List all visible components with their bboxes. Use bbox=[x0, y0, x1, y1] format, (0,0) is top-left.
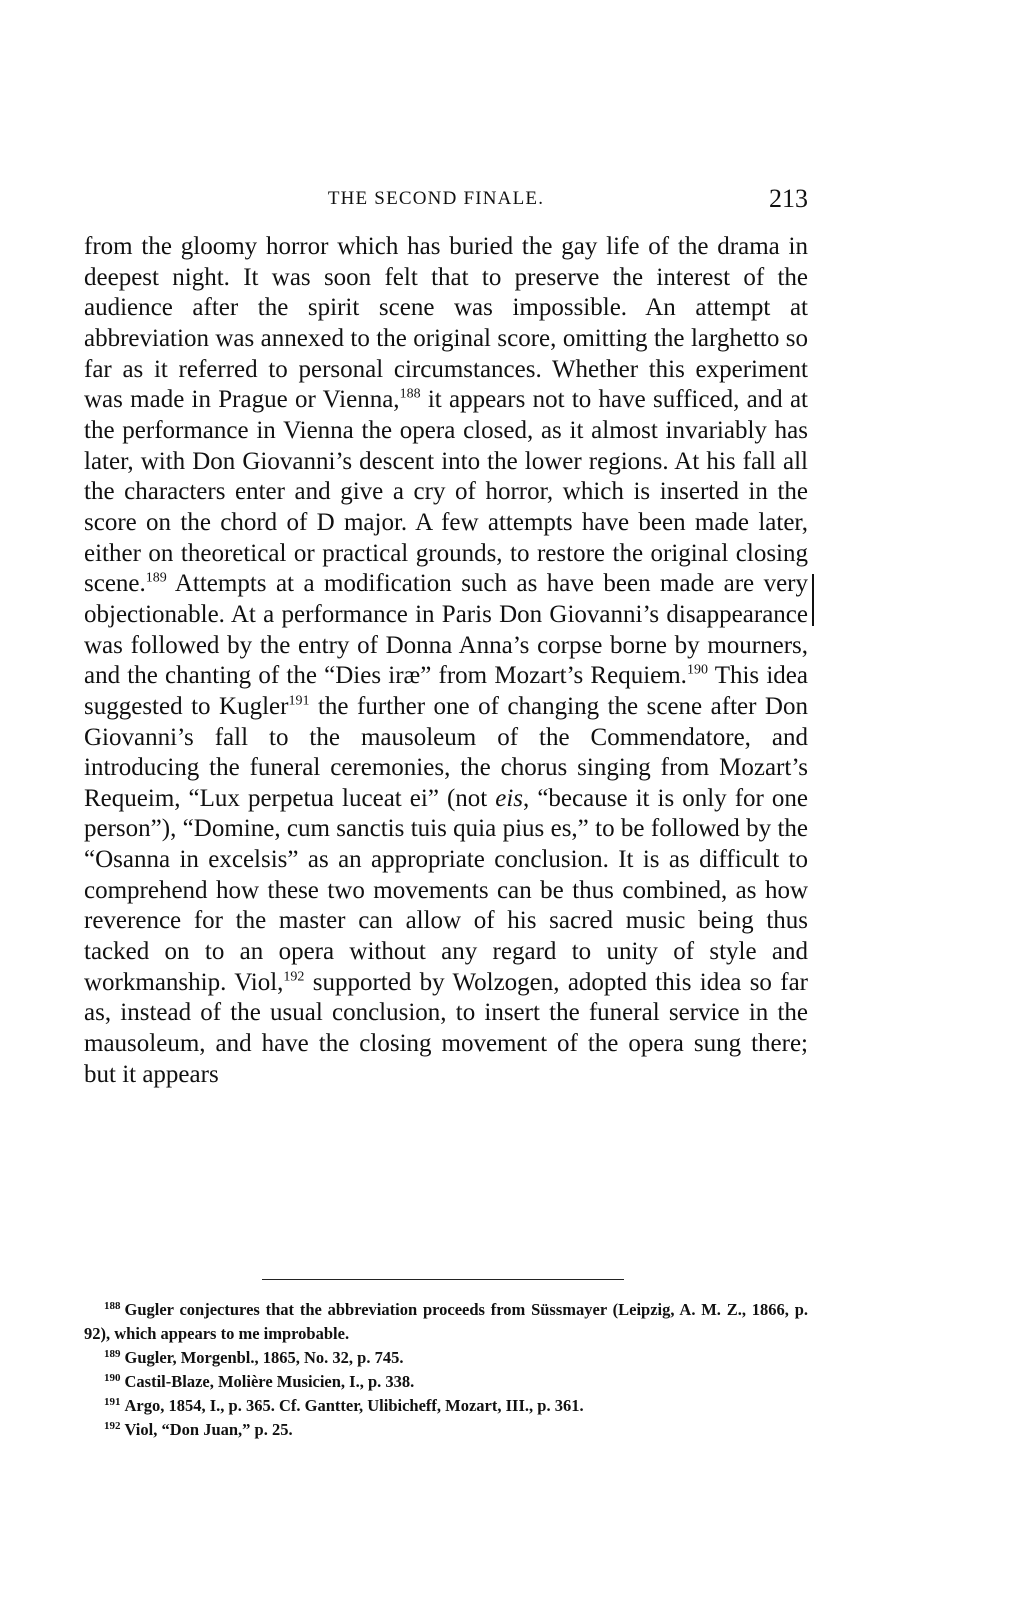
footnote-number: 188 bbox=[104, 1299, 121, 1312]
footnote-reference: 190 bbox=[686, 662, 708, 678]
text-run: from the gloomy horror which has buried the gay life of the drama in deepest night. It was soon felt that to preserve the interest of the audience after the spirit scene was impossible. An attempt at abbreviation was annexed to the original score, omitting the larghetto so far as it referred to personal circumstances. Whether this experiment was made in Prague or Vienna, bbox=[84, 233, 808, 414]
footnote bbox=[84, 1394, 808, 1418]
body-paragraph bbox=[84, 232, 808, 1090]
text-run: the further one of changing the scene after Don Giovanni’s fall to the mausoleum of the Commendatore, and introducing the funeral ceremonies, the chorus singing from Mozart’s Requeim, “Lux perpetua luceat ei” (not bbox=[84, 692, 808, 812]
footnote-text: Viol, “Don Juan,” p. 25. bbox=[124, 1420, 293, 1439]
footnote bbox=[84, 1298, 808, 1346]
footnote-reference: 189 bbox=[145, 570, 167, 586]
footnote-reference: 191 bbox=[288, 693, 310, 709]
footnote-text: Argo, 1854, I., p. 365. Cf. Gantter, Ulibicheff, Mozart, III., p. 361. bbox=[124, 1396, 584, 1415]
text-run: supported by Wolzogen, adopted this idea so far as, instead of the usual conclusion, to insert the funeral service in the mausoleum, and have the closing movement of the opera sung there; but it appears bbox=[84, 968, 809, 1088]
footnote-text: Gugler, Morgenbl., 1865, No. 32, p. 745. bbox=[124, 1348, 404, 1367]
footnote-number: 190 bbox=[104, 1371, 121, 1384]
body-text bbox=[84, 232, 808, 1090]
text-run: , “because it is only for one person”), “Domine, cum sanctis tuis quia pius es,” to be followed by the “Osanna in excelsis” as an appropriate conclusion. It is as difficult to comprehend how these two movements can be thus combined, as how reverence for the master can allow of his sacred music being thus tacked on to an opera without any regard to unity of style and workmanship. Viol, bbox=[84, 784, 808, 996]
footnote-rule bbox=[262, 1279, 624, 1280]
running-title: THE SECOND FINALE. bbox=[327, 188, 545, 209]
footnote-number: 191 bbox=[104, 1395, 121, 1408]
footnote bbox=[84, 1418, 808, 1442]
footnote bbox=[84, 1346, 808, 1370]
footnote bbox=[84, 1370, 808, 1394]
margin-mark bbox=[812, 574, 814, 626]
text-run: it appears not to have sufficed, and at the performance in Vienna the opera closed, as it almost invariably has later, with Don Giovanni’s descent into the lower regions. At his fall all the characters enter and give a cry of horror, which is inserted in the score on the chord of D major. A few attempts have been made later, either on theoretical or practical grounds, to restore the original closing scene. bbox=[84, 386, 808, 598]
text-run: This idea suggested to Kugler bbox=[84, 662, 808, 720]
footnote-number: 192 bbox=[104, 1419, 121, 1432]
footnote-reference: 188 bbox=[399, 386, 421, 402]
footnote-number: 189 bbox=[104, 1347, 121, 1360]
footnote-text: Castil-Blaze, Molière Musicien, I., p. 338. bbox=[124, 1372, 415, 1391]
italic-text: eis bbox=[495, 784, 524, 812]
running-head bbox=[84, 180, 808, 220]
footnote-text: Gugler conjectures that the abbreviation proceeds from Süssmayer (Leipzig, A. M. Z., 1866, p. 92), which appears to me improbable. bbox=[84, 1300, 808, 1343]
text-run: Attempts at a modification such as have been made are very objectionable. At a performance in Paris Don Giovanni’s disappearance was followed by the entry of Donna Anna’s corpse borne by mourners, and the chanting of the “Dies iræ” from Mozart’s Requiem. bbox=[84, 570, 808, 690]
footnote-reference: 192 bbox=[283, 969, 305, 985]
footnotes bbox=[84, 1298, 808, 1442]
page-number: 213 bbox=[769, 184, 808, 213]
